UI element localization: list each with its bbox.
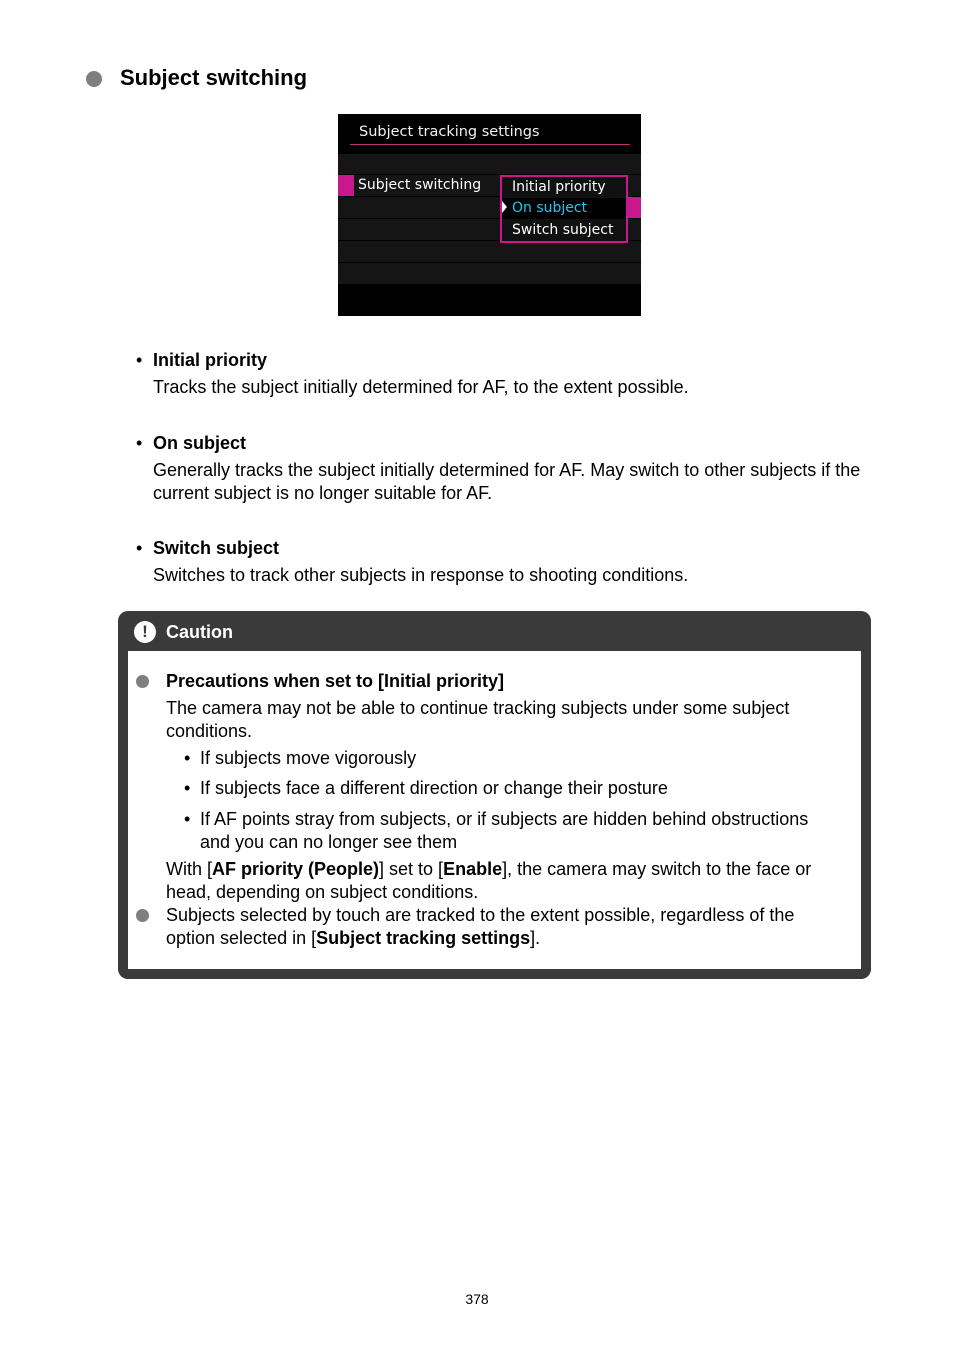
caution-title: Caution [166, 622, 233, 642]
note-text: ] set to [ [379, 859, 444, 879]
caution-note [166, 858, 846, 904]
caution-heading: Precautions when set to [Initial priority] [166, 671, 505, 691]
title-divider [350, 144, 630, 145]
point-text: Subjects selected by touch are tracked to the extent possible, regardless of the option selected in [ [166, 905, 795, 948]
caution-box [118, 611, 871, 979]
bullet: • [136, 538, 143, 558]
option-initial-priority[interactable]: Initial priority [512, 179, 606, 195]
bullet: • [184, 809, 191, 829]
point-bullet-icon [136, 909, 149, 922]
item-description: Generally tracks the subject initially determined for AF. May switch to other subjects if the current subject is no longer suitable for AF. [153, 460, 861, 503]
caution-text: The camera may not be able to continue tracking subjects under some subject conditions. [166, 698, 790, 741]
item-description: Tracks the subject initially determined for AF, to the extent possible. [153, 377, 689, 397]
section-bullet-icon [86, 71, 102, 87]
option-on-subject[interactable]: On subject [512, 200, 588, 216]
scroll-indicator [626, 197, 641, 218]
note-value: Enable [443, 859, 503, 879]
bullet: • [184, 748, 191, 768]
section-title: Subject switching [120, 65, 308, 90]
point-bullet-icon [136, 675, 149, 688]
bullet: • [136, 350, 143, 370]
page-number: 378 [465, 1291, 489, 1307]
item-title: Initial priority [153, 350, 268, 370]
caution-sub-text: If AF points stray from subjects, or if subjects are hidden behind obstructions and you can no longer see them [200, 809, 809, 852]
camera-screen-title: Subject tracking settings [359, 124, 540, 140]
selection-pointer-icon [502, 201, 507, 213]
menu-row [338, 154, 641, 174]
camera-screen [338, 114, 641, 316]
point-setting: Subject tracking settings [316, 928, 531, 948]
caution-body [128, 651, 861, 969]
option-switch-subject[interactable]: Switch subject [512, 222, 614, 238]
item-title: On subject [153, 433, 247, 453]
menu-row [338, 263, 641, 284]
note-text: With [ [166, 859, 213, 879]
bullet: • [136, 433, 143, 453]
selection-marker [338, 175, 354, 196]
caution-sub-text: If subjects move vigorously [200, 748, 417, 768]
options-dropdown [500, 175, 628, 243]
note-setting: AF priority (People) [212, 859, 380, 879]
selected-setting-label[interactable]: Subject switching [358, 177, 482, 193]
bullet: • [184, 778, 191, 798]
menu-row [338, 241, 641, 262]
item-description: Switches to track other subjects in response to shooting conditions. [153, 565, 689, 585]
caution-point [166, 904, 846, 950]
note-text: ], the camera may switch to the face or head, depending on subject conditions. [166, 859, 812, 902]
point-text: ]. [530, 928, 541, 948]
caution-sub-text: If subjects face a different direction or change their posture [200, 778, 668, 798]
item-title: Switch subject [153, 538, 280, 558]
caution-icon: ! [134, 621, 156, 643]
